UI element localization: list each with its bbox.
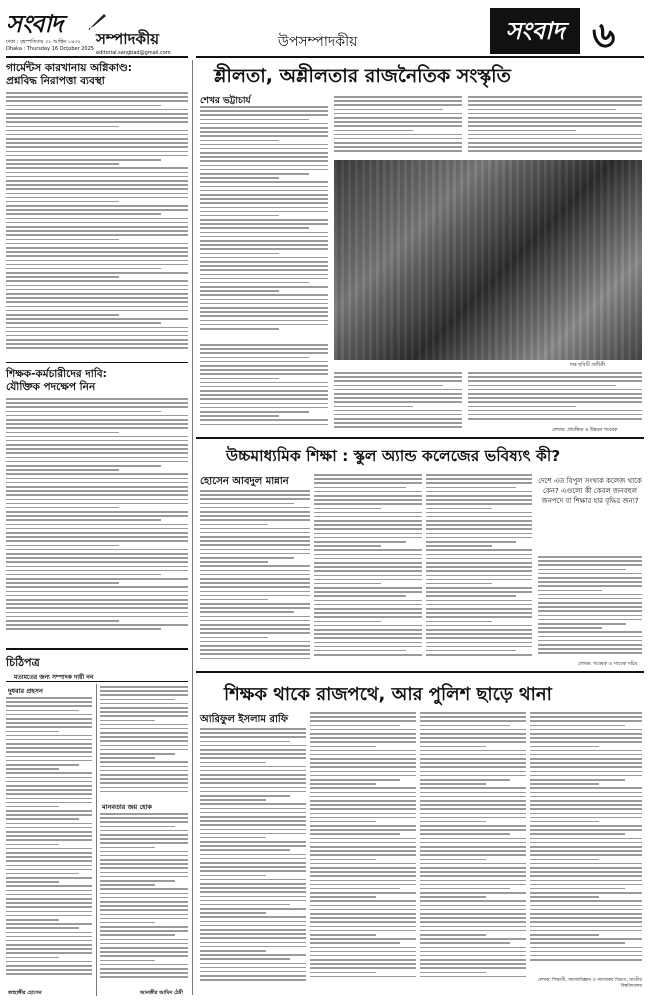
- page-number: ৬: [592, 15, 616, 56]
- letter-1-title: দুধবার প্রহসন: [8, 687, 43, 695]
- letters-divider: [96, 684, 97, 996]
- op-ed-1-col-2-lower: [334, 372, 462, 434]
- subeditorial-section-title: উপসম্পাদকীয়: [278, 34, 358, 50]
- op-ed-3-col-2: [310, 712, 416, 994]
- letter-1-body: [6, 697, 92, 987]
- letter-1-author: জাহাঙ্গীর হোসেন: [8, 990, 42, 996]
- op-ed-3-footer: লেখক: শিক্ষার্থী, সমাজবিজ্ঞান ও সমাজকর্ম বিভাগ, জাতীয় বিশ্ববিদ্যালয়: [537, 978, 642, 989]
- op-ed-2-footer: লেখক: গবেষক ও সাবেক সচিব: [578, 662, 638, 667]
- editorial-2-body: [6, 398, 188, 644]
- op-ed-3-author: আরিফুল ইসলাম রাফি: [200, 714, 289, 725]
- editorial-1-title: গার্মেন্টস কারখানায় অগ্নিকাণ্ড:: [6, 62, 132, 74]
- masthead-rule-left: [6, 56, 188, 58]
- op-ed-1-col-1: [200, 106, 328, 340]
- op-ed-1-title: শ্লীলতা, অশ্লীলতার রাজনৈতিক সংস্কৃতি: [214, 65, 511, 87]
- right-masthead: [260, 8, 644, 56]
- editorial-email: editorial.sangbad@gmail.com: [96, 50, 171, 56]
- pullquote-text: দেশে এত বিপুল সংখ্যক কলেজ থাকে কেন? এগুলো কী কেবল জনবহুল জনপদে বা শিক্ষার হার বৃদ্ধির জন্য?: [538, 477, 642, 505]
- op-ed-1-col-1-lower: [200, 344, 328, 434]
- editorial-2-subtitle: যৌক্তিক পদক্ষেপ নিন: [6, 381, 96, 393]
- op-ed-2-col-1: [200, 490, 310, 668]
- editorial-2: [6, 368, 188, 394]
- op-ed-1-photo-caption: দক্ষ ছবিটি প্রতীকী: [570, 362, 606, 368]
- editorial-2-title: শিক্ষক-কর্মচারীদের দাবি:: [6, 368, 107, 380]
- letters-top-rule: [6, 648, 188, 650]
- op-ed-3-title: শিক্ষক থাকে রাজপথে, আর পুলিশ ছাড়ে থানা: [224, 684, 552, 705]
- op-ed-3-col-1: [200, 728, 306, 994]
- logo-box: [490, 8, 580, 54]
- op-ed-2-pullquote: [538, 476, 642, 552]
- column-divider-main: [192, 60, 193, 995]
- left-masthead: [6, 6, 186, 56]
- editorial-1-subtitle: প্রশ্নবিদ্ধ নিরাপত্তা ব্যবস্থা: [6, 75, 105, 87]
- editorial-divider: [6, 362, 188, 363]
- op-ed-1-col-2: [334, 96, 462, 156]
- op-ed-1-photo: [334, 160, 642, 360]
- op-ed-1-col-3-lower: [468, 372, 642, 426]
- op-ed-2-title: উচ্চমাধ্যমিক শিক্ষা : স্কুল অ্যান্ড কলেজের ভবিষ্যৎ কী?: [226, 447, 561, 465]
- letter-2-author: আনজীর আমিন ঠেমী: [140, 990, 183, 996]
- op-ed-2-author: হোসেন আবদুল মান্নান: [200, 476, 289, 487]
- op-ed-1-footer: লেখক: প্রাবন্ধিক ও উন্নয়ন গবেষক: [552, 428, 618, 433]
- newspaper-logo-large: সংবাদ: [505, 17, 565, 45]
- letter-2-title: মানবতার জয় হোক: [102, 803, 152, 811]
- masthead-rule-right: [196, 56, 644, 58]
- op-ed-3-col-4: [530, 712, 642, 976]
- letters-subheading: মতামতের জন্য সম্পাদক দায়ী নন: [14, 674, 94, 681]
- op-ed-2-bottom-rule: [196, 671, 644, 673]
- op-ed-1-col-3: [468, 96, 642, 156]
- letter-2-body-top: [100, 686, 188, 800]
- newspaper-logo-small: সংবাদ: [6, 10, 63, 38]
- letters-sub-rule: [6, 681, 188, 682]
- dateline: ঢাকা : বৃহস্পতিবার ৩১ আশ্বিন ১৪৩২: [6, 39, 81, 45]
- letters-section-title: চিঠিপত্র: [6, 656, 40, 669]
- op-ed-1-author: শেখর ভট্টাচার্য: [200, 96, 251, 106]
- editorial-section-title: সম্পাদকীয়: [96, 30, 160, 48]
- op-ed-1-bottom-rule: [196, 437, 644, 439]
- editorial-1-body: [6, 92, 188, 360]
- op-ed-2-col-4: [538, 556, 642, 660]
- op-ed-3-col-3: [420, 712, 526, 994]
- op-ed-2-col-3: [426, 474, 532, 668]
- op-ed-2-col-2: [314, 474, 422, 668]
- dateline-en: Dhaka : Thursday 16 October 2025: [6, 46, 94, 52]
- editorial-1: [6, 62, 188, 88]
- letter-2-body: [100, 813, 188, 987]
